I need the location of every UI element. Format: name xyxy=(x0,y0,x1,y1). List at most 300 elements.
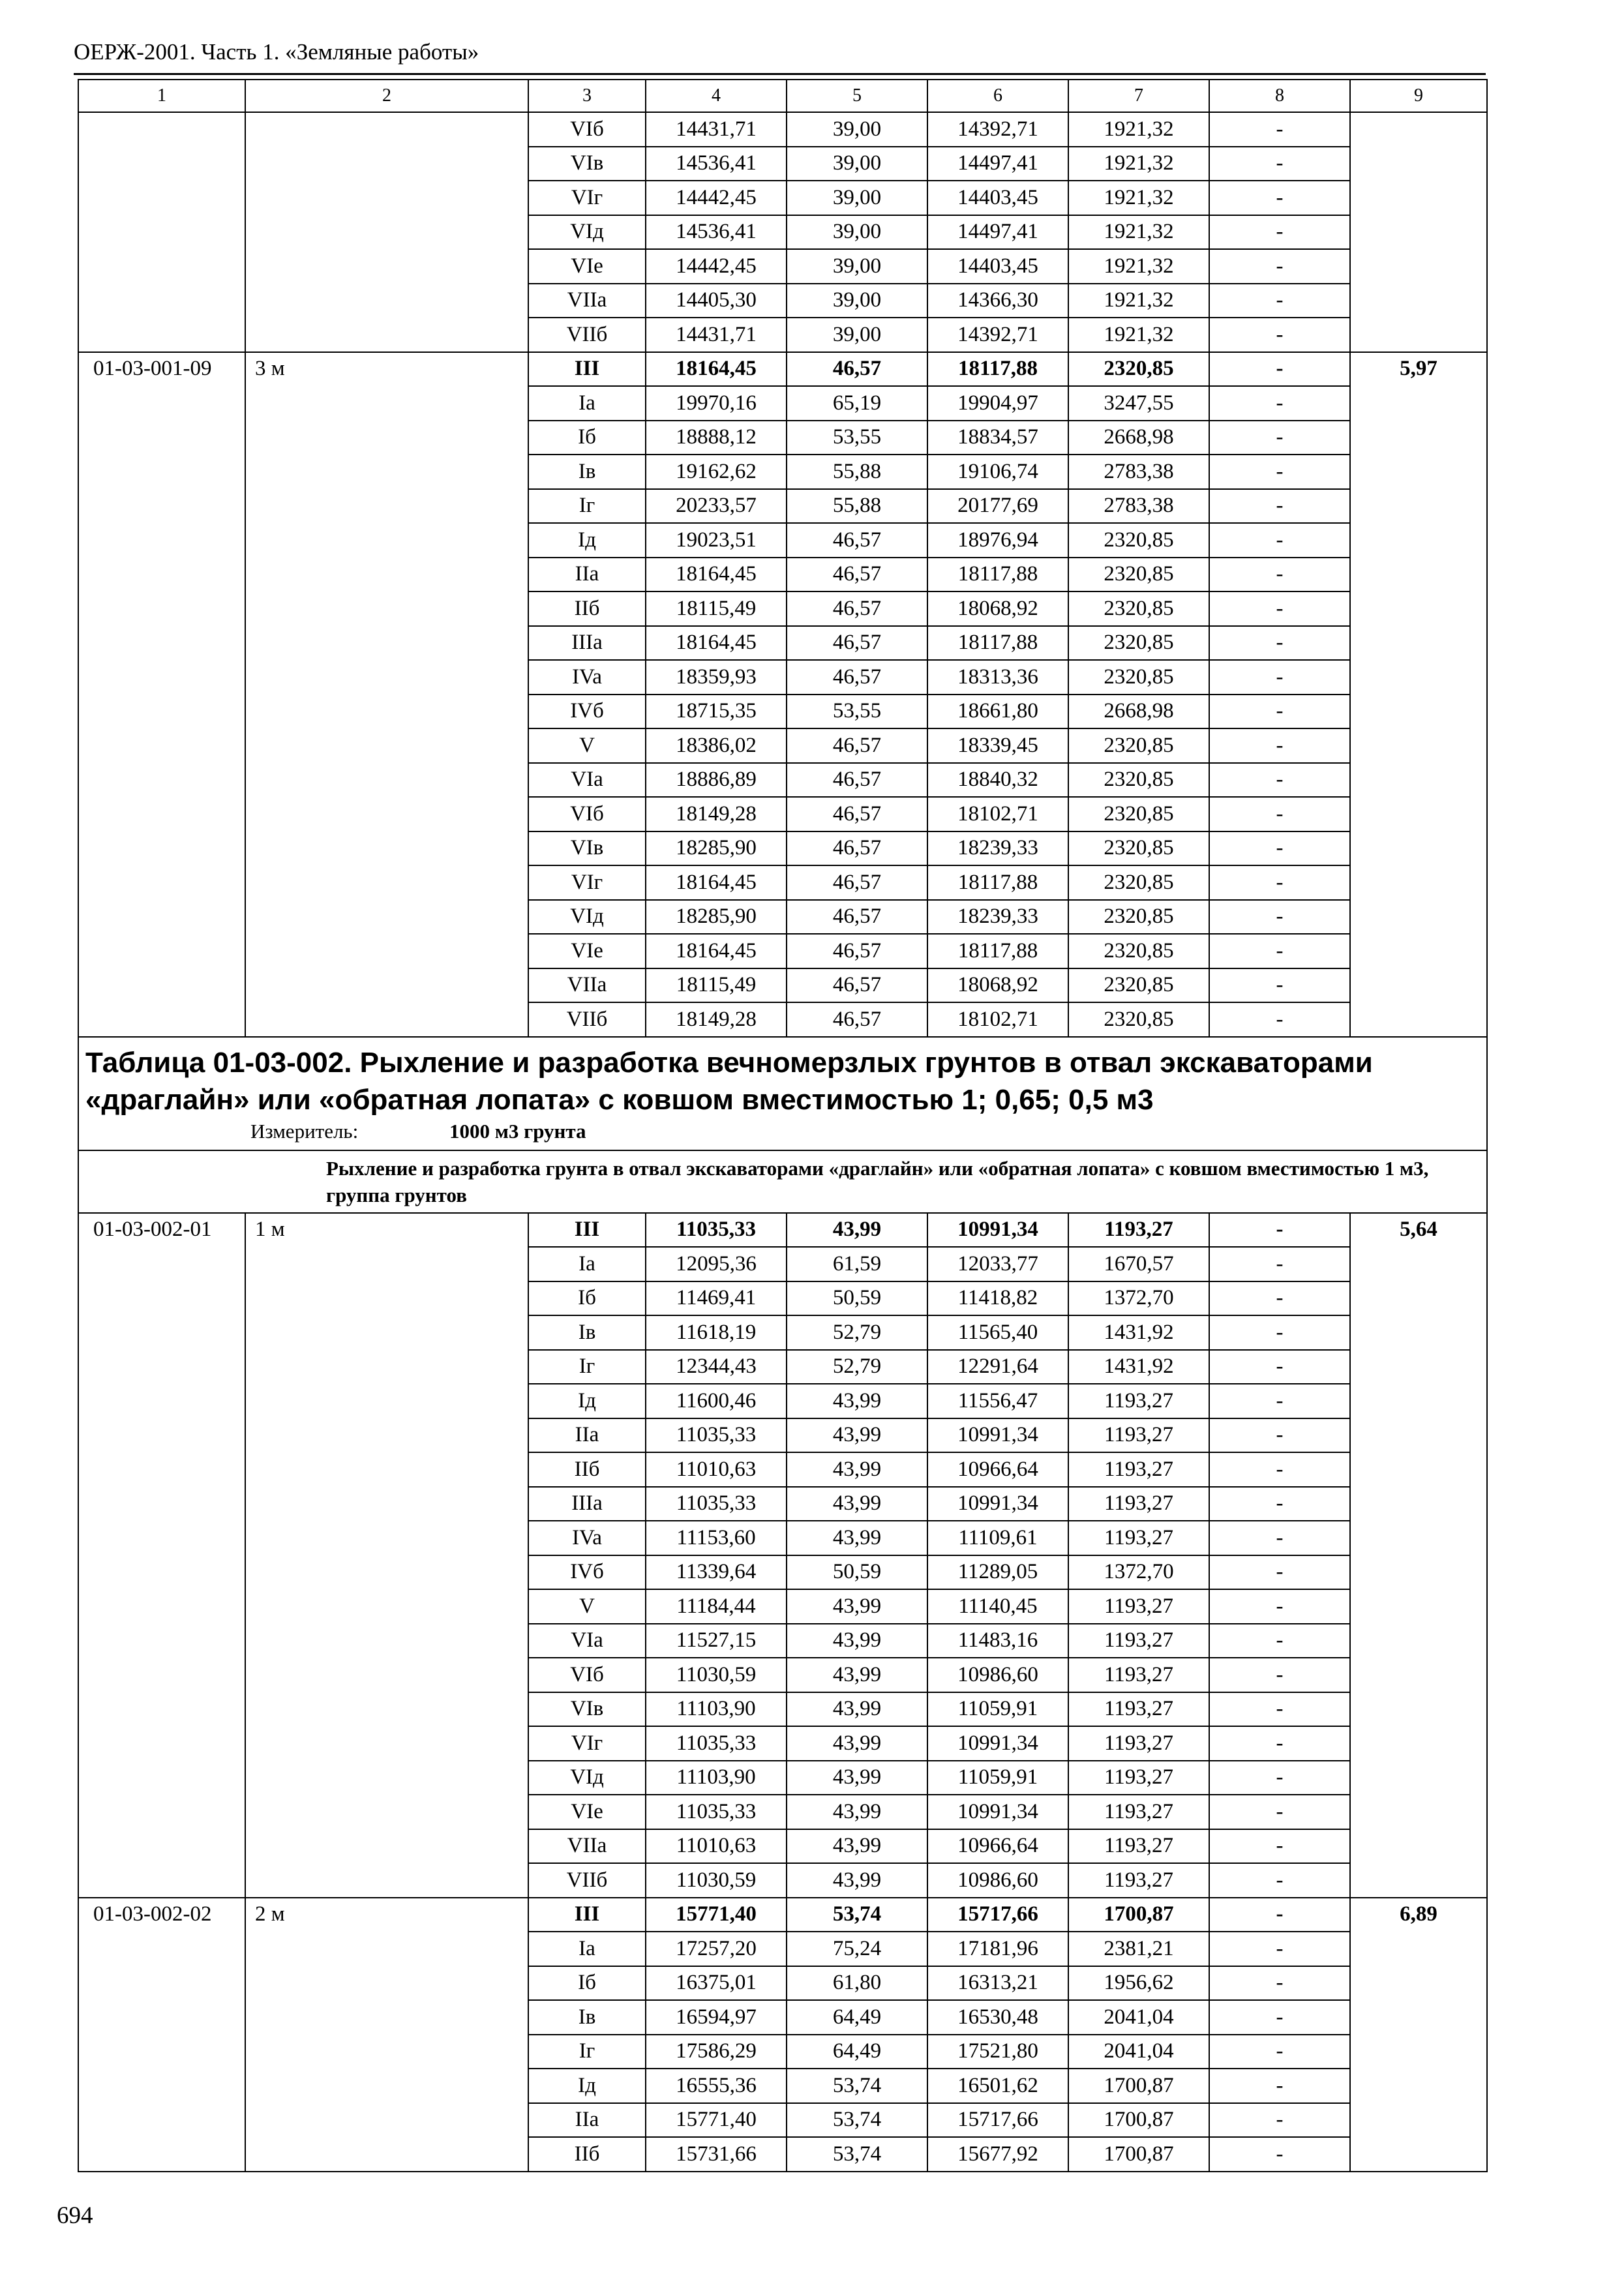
labor-cost-cell: 6,89 xyxy=(1350,1898,1487,2172)
machine-cost-cell: 18239,33 xyxy=(927,831,1068,866)
wages-cell: 46,57 xyxy=(787,763,927,798)
machinist-wages-cell: 1431,92 xyxy=(1068,1350,1209,1384)
machine-cost-cell: 18313,36 xyxy=(927,660,1068,695)
wages-cell: 39,00 xyxy=(787,147,927,181)
machine-cost-cell: 18068,92 xyxy=(927,591,1068,626)
materials-cell: - xyxy=(1209,1521,1350,1555)
wages-cell: 43,99 xyxy=(787,1418,927,1453)
total-cost-cell: 18164,45 xyxy=(646,626,787,661)
materials-cell: - xyxy=(1209,1315,1350,1350)
table-row xyxy=(78,1898,1487,1932)
wages-cell: 43,99 xyxy=(787,1829,927,1864)
wages-cell: 55,88 xyxy=(787,489,927,524)
wages-cell: 46,57 xyxy=(787,797,927,831)
machine-cost-cell: 18834,57 xyxy=(927,421,1068,455)
total-cost-cell: 11184,44 xyxy=(646,1589,787,1624)
total-cost-cell: 11010,63 xyxy=(646,1829,787,1864)
materials-cell: - xyxy=(1209,1555,1350,1590)
soil-group-cell: Iв xyxy=(528,2000,646,2035)
machine-cost-cell: 10966,64 xyxy=(927,1452,1068,1487)
total-cost-cell: 18715,35 xyxy=(646,695,787,729)
wages-cell: 43,99 xyxy=(787,1452,927,1487)
materials-cell: - xyxy=(1209,215,1350,250)
soil-group-cell: VIe xyxy=(528,1795,646,1829)
column-number: 8 xyxy=(1209,80,1350,112)
machinist-wages-cell: 2320,85 xyxy=(1068,352,1209,387)
soil-group-cell: IVa xyxy=(528,660,646,695)
machinist-wages-cell: 1670,57 xyxy=(1068,1247,1209,1281)
wages-cell: 64,49 xyxy=(787,2035,927,2069)
total-cost-cell: 17586,29 xyxy=(646,2035,787,2069)
total-cost-cell: 11035,33 xyxy=(646,1487,787,1521)
machine-cost-cell: 14392,71 xyxy=(927,112,1068,147)
materials-cell: - xyxy=(1209,2069,1350,2103)
total-cost-cell: 14442,45 xyxy=(646,249,787,284)
soil-group-cell: IVб xyxy=(528,1555,646,1590)
wages-cell: 39,00 xyxy=(787,181,927,215)
soil-group-cell: IIIa xyxy=(528,626,646,661)
materials-cell: - xyxy=(1209,1589,1350,1624)
machinist-wages-cell: 2041,04 xyxy=(1068,2000,1209,2035)
materials-cell: - xyxy=(1209,147,1350,181)
materials-cell: - xyxy=(1209,626,1350,661)
rate-group-01-03-002-01 xyxy=(78,1213,1487,1898)
machine-cost-cell: 12291,64 xyxy=(927,1350,1068,1384)
machine-cost-cell: 18117,88 xyxy=(927,352,1068,387)
wages-cell: 46,57 xyxy=(787,660,927,695)
machine-cost-cell: 18117,88 xyxy=(927,626,1068,661)
column-number: 5 xyxy=(787,80,927,112)
total-cost-cell: 16375,01 xyxy=(646,1966,787,2001)
wages-cell: 46,57 xyxy=(787,831,927,866)
machine-cost-cell: 19106,74 xyxy=(927,455,1068,489)
page-number: 694 xyxy=(57,2202,93,2229)
soil-group-cell: VIIб xyxy=(528,1863,646,1898)
total-cost-cell: 18164,45 xyxy=(646,352,787,387)
wages-cell: 46,57 xyxy=(787,728,927,763)
machine-cost-cell: 10991,34 xyxy=(927,1418,1068,1453)
soil-group-cell: V xyxy=(528,1589,646,1624)
machine-cost-cell: 17521,80 xyxy=(927,2035,1068,2069)
wages-cell: 43,99 xyxy=(787,1589,927,1624)
machinist-wages-cell: 2320,85 xyxy=(1068,831,1209,866)
materials-cell: - xyxy=(1209,1863,1350,1898)
materials-cell: - xyxy=(1209,763,1350,798)
soil-group-cell: Iг xyxy=(528,489,646,524)
total-cost-cell: 18115,49 xyxy=(646,591,787,626)
materials-cell: - xyxy=(1209,523,1350,558)
total-cost-cell: 18359,93 xyxy=(646,660,787,695)
soil-group-cell: Iг xyxy=(528,2035,646,2069)
total-cost-cell: 11103,90 xyxy=(646,1761,787,1795)
machinist-wages-cell: 1700,87 xyxy=(1068,2103,1209,2138)
wages-cell: 61,80 xyxy=(787,1966,927,2001)
total-cost-cell: 11618,19 xyxy=(646,1315,787,1350)
machine-cost-cell: 11565,40 xyxy=(927,1315,1068,1350)
total-cost-cell: 11339,64 xyxy=(646,1555,787,1590)
machinist-wages-cell: 1193,27 xyxy=(1068,1761,1209,1795)
machine-cost-cell: 10991,34 xyxy=(927,1487,1068,1521)
materials-cell: - xyxy=(1209,352,1350,387)
machinist-wages-cell: 2320,85 xyxy=(1068,626,1209,661)
machinist-wages-cell: 2381,21 xyxy=(1068,1932,1209,1966)
total-cost-cell: 18888,12 xyxy=(646,421,787,455)
soil-group-cell: VIг xyxy=(528,1726,646,1761)
soil-group-cell: Iг xyxy=(528,1350,646,1384)
soil-group-cell: VIв xyxy=(528,147,646,181)
machinist-wages-cell: 2668,98 xyxy=(1068,695,1209,729)
total-cost-cell: 11600,46 xyxy=(646,1384,787,1418)
labor-cost-cell xyxy=(1350,112,1487,352)
machinist-wages-cell: 1921,32 xyxy=(1068,112,1209,147)
machinist-wages-cell: 1193,27 xyxy=(1068,1795,1209,1829)
soil-group-cell: VIд xyxy=(528,215,646,250)
total-cost-cell: 15771,40 xyxy=(646,2103,787,2138)
labor-cost-cell: 5,97 xyxy=(1350,352,1487,1037)
column-number: 1 xyxy=(78,80,245,112)
wages-cell: 39,00 xyxy=(787,112,927,147)
machine-cost-cell: 10991,34 xyxy=(927,1726,1068,1761)
machine-cost-cell: 10986,60 xyxy=(927,1658,1068,1692)
machinist-wages-cell: 1193,27 xyxy=(1068,1624,1209,1658)
materials-cell: - xyxy=(1209,284,1350,318)
wages-cell: 53,74 xyxy=(787,2137,927,2172)
soil-group-cell: IVб xyxy=(528,695,646,729)
wages-cell: 39,00 xyxy=(787,284,927,318)
machine-cost-cell: 15717,66 xyxy=(927,1898,1068,1932)
wages-cell: 53,74 xyxy=(787,2103,927,2138)
wages-cell: 46,57 xyxy=(787,900,927,935)
total-cost-cell: 14536,41 xyxy=(646,215,787,250)
wages-cell: 43,99 xyxy=(787,1761,927,1795)
soil-group-cell: VIв xyxy=(528,1692,646,1727)
materials-cell: - xyxy=(1209,558,1350,592)
machine-cost-cell: 14403,45 xyxy=(927,249,1068,284)
layer-thickness-cell xyxy=(245,112,528,352)
total-cost-cell: 11035,33 xyxy=(646,1213,787,1248)
materials-cell: - xyxy=(1209,1487,1350,1521)
rate-code-cell xyxy=(78,112,245,352)
materials-cell: - xyxy=(1209,1002,1350,1037)
machine-cost-cell: 11140,45 xyxy=(927,1589,1068,1624)
soil-group-cell: VIa xyxy=(528,763,646,798)
machine-cost-cell: 10966,64 xyxy=(927,1829,1068,1864)
measure-label: Измеритель: xyxy=(250,1119,359,1143)
soil-group-cell: VIe xyxy=(528,934,646,968)
total-cost-cell: 14431,71 xyxy=(646,318,787,352)
wages-cell: 53,55 xyxy=(787,421,927,455)
soil-group-cell: IIб xyxy=(528,591,646,626)
machinist-wages-cell: 1193,27 xyxy=(1068,1418,1209,1453)
machinist-wages-cell: 1431,92 xyxy=(1068,1315,1209,1350)
machinist-wages-cell: 1700,87 xyxy=(1068,1898,1209,1932)
machinist-wages-cell: 2320,85 xyxy=(1068,797,1209,831)
soil-group-cell: VIг xyxy=(528,181,646,215)
header-rule xyxy=(74,73,1486,75)
soil-group-cell: IIa xyxy=(528,1418,646,1453)
soil-group-cell: III xyxy=(528,1898,646,1932)
materials-cell: - xyxy=(1209,1829,1350,1864)
machinist-wages-cell: 2320,85 xyxy=(1068,728,1209,763)
materials-cell: - xyxy=(1209,386,1350,421)
table-row xyxy=(78,352,1487,387)
wages-cell: 43,99 xyxy=(787,1863,927,1898)
materials-cell: - xyxy=(1209,968,1350,1003)
soil-group-cell: VIIб xyxy=(528,1002,646,1037)
materials-cell: - xyxy=(1209,455,1350,489)
page-header: ОЕРЖ-2001. Часть 1. «Земляные работы» xyxy=(74,39,479,65)
machine-cost-cell: 16530,48 xyxy=(927,2000,1068,2035)
total-cost-cell: 14431,71 xyxy=(646,112,787,147)
machine-cost-cell: 14403,45 xyxy=(927,181,1068,215)
wages-cell: 46,57 xyxy=(787,934,927,968)
machinist-wages-cell: 1193,27 xyxy=(1068,1452,1209,1487)
machinist-wages-cell: 1372,70 xyxy=(1068,1555,1209,1590)
machinist-wages-cell: 2320,85 xyxy=(1068,763,1209,798)
wages-cell: 50,59 xyxy=(787,1555,927,1590)
wages-cell: 53,74 xyxy=(787,2069,927,2103)
machinist-wages-cell: 2668,98 xyxy=(1068,421,1209,455)
materials-cell: - xyxy=(1209,1281,1350,1316)
machine-cost-cell: 16501,62 xyxy=(927,2069,1068,2103)
total-cost-cell: 12095,36 xyxy=(646,1247,787,1281)
soil-group-cell: VIa xyxy=(528,1624,646,1658)
soil-group-cell: Iд xyxy=(528,2069,646,2103)
total-cost-cell: 14405,30 xyxy=(646,284,787,318)
materials-cell: - xyxy=(1209,2103,1350,2138)
layer-thickness-cell: 3 м xyxy=(245,352,528,1037)
soil-group-cell: Iб xyxy=(528,1966,646,2001)
subsection-row xyxy=(78,1150,1487,1213)
machine-cost-cell: 14366,30 xyxy=(927,284,1068,318)
soil-group-cell: Ia xyxy=(528,386,646,421)
column-number: 2 xyxy=(245,80,528,112)
wages-cell: 43,99 xyxy=(787,1795,927,1829)
wages-cell: 43,99 xyxy=(787,1487,927,1521)
total-cost-cell: 18115,49 xyxy=(646,968,787,1003)
machinist-wages-cell: 1956,62 xyxy=(1068,1966,1209,2001)
rate-group-continued xyxy=(78,112,1487,352)
materials-cell: - xyxy=(1209,1658,1350,1692)
machinist-wages-cell: 1193,27 xyxy=(1068,1487,1209,1521)
materials-cell: - xyxy=(1209,1213,1350,1248)
machine-cost-cell: 10991,34 xyxy=(927,1213,1068,1248)
column-number-row xyxy=(78,80,1487,112)
wages-cell: 43,99 xyxy=(787,1692,927,1727)
machinist-wages-cell: 2783,38 xyxy=(1068,489,1209,524)
machinist-wages-cell: 2320,85 xyxy=(1068,660,1209,695)
soil-group-cell: III xyxy=(528,352,646,387)
column-number: 7 xyxy=(1068,80,1209,112)
machine-cost-cell: 11483,16 xyxy=(927,1624,1068,1658)
machinist-wages-cell: 1372,70 xyxy=(1068,1281,1209,1316)
total-cost-cell: 11103,90 xyxy=(646,1692,787,1727)
machinist-wages-cell: 1193,27 xyxy=(1068,1863,1209,1898)
measure-line xyxy=(85,1118,1480,1144)
total-cost-cell: 11153,60 xyxy=(646,1521,787,1555)
materials-cell: - xyxy=(1209,728,1350,763)
total-cost-cell: 11469,41 xyxy=(646,1281,787,1316)
price-table xyxy=(78,79,1488,2172)
wages-cell: 46,57 xyxy=(787,558,927,592)
total-cost-cell: 18164,45 xyxy=(646,865,787,900)
machinist-wages-cell: 3247,55 xyxy=(1068,386,1209,421)
materials-cell: - xyxy=(1209,1452,1350,1487)
materials-cell: - xyxy=(1209,900,1350,935)
soil-group-cell: VIд xyxy=(528,1761,646,1795)
materials-cell: - xyxy=(1209,695,1350,729)
machine-cost-cell: 11059,91 xyxy=(927,1761,1068,1795)
total-cost-cell: 19970,16 xyxy=(646,386,787,421)
materials-cell: - xyxy=(1209,660,1350,695)
total-cost-cell: 11030,59 xyxy=(646,1863,787,1898)
soil-group-cell: VIIa xyxy=(528,1829,646,1864)
wages-cell: 46,57 xyxy=(787,1002,927,1037)
subsection-title: Рыхление и разработка грунта в отвал экскаваторами «драглайн» или «обратная лопата» с ковшом вместимостью 1 м3, группа грунтов xyxy=(78,1150,1487,1213)
materials-cell: - xyxy=(1209,1932,1350,1966)
machine-cost-cell: 16313,21 xyxy=(927,1966,1068,2001)
soil-group-cell: IVa xyxy=(528,1521,646,1555)
wages-cell: 43,99 xyxy=(787,1658,927,1692)
total-cost-cell: 18164,45 xyxy=(646,934,787,968)
machine-cost-cell: 18239,33 xyxy=(927,900,1068,935)
materials-cell: - xyxy=(1209,1761,1350,1795)
machine-cost-cell: 11556,47 xyxy=(927,1384,1068,1418)
materials-cell: - xyxy=(1209,421,1350,455)
machinist-wages-cell: 2320,85 xyxy=(1068,968,1209,1003)
machinist-wages-cell: 1193,27 xyxy=(1068,1384,1209,1418)
total-cost-cell: 18386,02 xyxy=(646,728,787,763)
soil-group-cell: VIIб xyxy=(528,318,646,352)
machinist-wages-cell: 1921,32 xyxy=(1068,181,1209,215)
materials-cell: - xyxy=(1209,1247,1350,1281)
total-cost-cell: 17257,20 xyxy=(646,1932,787,1966)
machinist-wages-cell: 2320,85 xyxy=(1068,900,1209,935)
machinist-wages-cell: 1700,87 xyxy=(1068,2137,1209,2172)
total-cost-cell: 11030,59 xyxy=(646,1658,787,1692)
soil-group-cell: Iб xyxy=(528,1281,646,1316)
machine-cost-cell: 20177,69 xyxy=(927,489,1068,524)
total-cost-cell: 18285,90 xyxy=(646,900,787,935)
soil-group-cell: IIa xyxy=(528,2103,646,2138)
soil-group-cell: Iб xyxy=(528,421,646,455)
total-cost-cell: 15771,40 xyxy=(646,1898,787,1932)
machinist-wages-cell: 1193,27 xyxy=(1068,1692,1209,1727)
machinist-wages-cell: 1921,32 xyxy=(1068,284,1209,318)
total-cost-cell: 19023,51 xyxy=(646,523,787,558)
total-cost-cell: 20233,57 xyxy=(646,489,787,524)
materials-cell: - xyxy=(1209,2000,1350,2035)
layer-thickness-cell: 1 м xyxy=(245,1213,528,1898)
machinist-wages-cell: 2320,85 xyxy=(1068,523,1209,558)
machinist-wages-cell: 2783,38 xyxy=(1068,455,1209,489)
wages-cell: 50,59 xyxy=(787,1281,927,1316)
total-cost-cell: 11035,33 xyxy=(646,1418,787,1453)
machine-cost-cell: 18117,88 xyxy=(927,558,1068,592)
machinist-wages-cell: 1193,27 xyxy=(1068,1658,1209,1692)
machinist-wages-cell: 1193,27 xyxy=(1068,1829,1209,1864)
soil-group-cell: Iв xyxy=(528,455,646,489)
wages-cell: 53,74 xyxy=(787,1898,927,1932)
materials-cell: - xyxy=(1209,1350,1350,1384)
wages-cell: 43,99 xyxy=(787,1726,927,1761)
machinist-wages-cell: 2320,85 xyxy=(1068,558,1209,592)
total-cost-cell: 16594,97 xyxy=(646,2000,787,2035)
wages-cell: 65,19 xyxy=(787,386,927,421)
machinist-wages-cell: 1193,27 xyxy=(1068,1589,1209,1624)
machine-cost-cell: 14497,41 xyxy=(927,215,1068,250)
materials-cell: - xyxy=(1209,1795,1350,1829)
machine-cost-cell: 14497,41 xyxy=(927,147,1068,181)
machine-cost-cell: 14392,71 xyxy=(927,318,1068,352)
soil-group-cell: Iд xyxy=(528,523,646,558)
wages-cell: 46,57 xyxy=(787,591,927,626)
machine-cost-cell: 18117,88 xyxy=(927,865,1068,900)
wages-cell: 53,55 xyxy=(787,695,927,729)
soil-group-cell: Ia xyxy=(528,1247,646,1281)
machinist-wages-cell: 2041,04 xyxy=(1068,2035,1209,2069)
rate-code-cell: 01-03-002-02 xyxy=(78,1898,245,2172)
materials-cell: - xyxy=(1209,1966,1350,2001)
materials-cell: - xyxy=(1209,112,1350,147)
materials-cell: - xyxy=(1209,934,1350,968)
soil-group-cell: IIб xyxy=(528,1452,646,1487)
materials-cell: - xyxy=(1209,591,1350,626)
machine-cost-cell: 18102,71 xyxy=(927,797,1068,831)
machine-cost-cell: 19904,97 xyxy=(927,386,1068,421)
soil-group-cell: VIIa xyxy=(528,284,646,318)
wages-cell: 61,59 xyxy=(787,1247,927,1281)
total-cost-cell: 18149,28 xyxy=(646,797,787,831)
soil-group-cell: VIг xyxy=(528,865,646,900)
wages-cell: 46,57 xyxy=(787,352,927,387)
total-cost-cell: 12344,43 xyxy=(646,1350,787,1384)
wages-cell: 46,57 xyxy=(787,968,927,1003)
total-cost-cell: 14536,41 xyxy=(646,147,787,181)
wages-cell: 43,99 xyxy=(787,1521,927,1555)
machine-cost-cell: 18102,71 xyxy=(927,1002,1068,1037)
section-header-row xyxy=(78,1037,1487,1150)
wages-cell: 46,57 xyxy=(787,523,927,558)
materials-cell: - xyxy=(1209,831,1350,866)
soil-group-cell: V xyxy=(528,728,646,763)
soil-group-cell: VIб xyxy=(528,1658,646,1692)
machine-cost-cell: 12033,77 xyxy=(927,1247,1068,1281)
wages-cell: 39,00 xyxy=(787,249,927,284)
materials-cell: - xyxy=(1209,181,1350,215)
total-cost-cell: 18285,90 xyxy=(646,831,787,866)
soil-group-cell: VIe xyxy=(528,249,646,284)
total-cost-cell: 11527,15 xyxy=(646,1624,787,1658)
machinist-wages-cell: 1700,87 xyxy=(1068,2069,1209,2103)
machine-cost-cell: 11289,05 xyxy=(927,1555,1068,1590)
soil-group-cell: VIб xyxy=(528,797,646,831)
table-row xyxy=(78,1213,1487,1248)
total-cost-cell: 18886,89 xyxy=(646,763,787,798)
machinist-wages-cell: 1193,27 xyxy=(1068,1521,1209,1555)
materials-cell: - xyxy=(1209,318,1350,352)
rate-group-01-03-001-09 xyxy=(78,352,1487,1037)
wages-cell: 39,00 xyxy=(787,318,927,352)
total-cost-cell: 18164,45 xyxy=(646,558,787,592)
machine-cost-cell: 18976,94 xyxy=(927,523,1068,558)
soil-group-cell: Iд xyxy=(528,1384,646,1418)
materials-cell: - xyxy=(1209,865,1350,900)
materials-cell: - xyxy=(1209,2035,1350,2069)
total-cost-cell: 18149,28 xyxy=(646,1002,787,1037)
soil-group-cell: VIв xyxy=(528,831,646,866)
machine-cost-cell: 15717,66 xyxy=(927,2103,1068,2138)
